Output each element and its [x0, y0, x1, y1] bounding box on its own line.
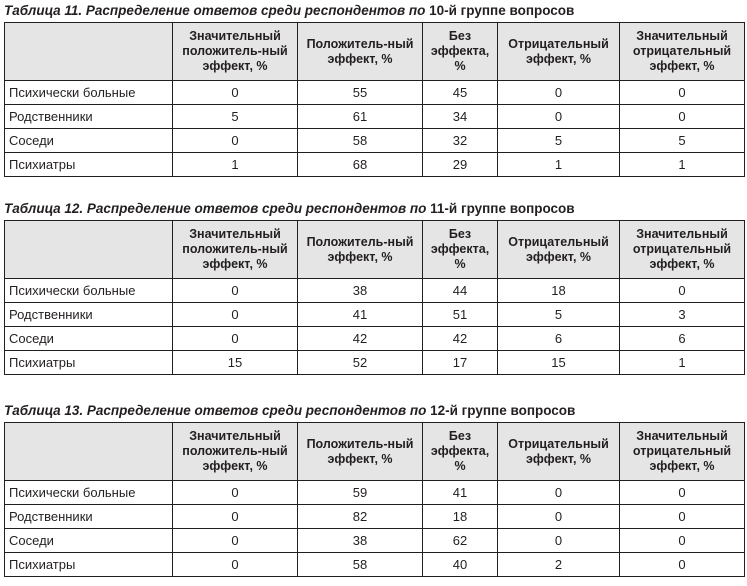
table-cell: 45 — [423, 81, 498, 105]
header-row — [5, 23, 745, 81]
table-cell: 42 — [298, 327, 423, 351]
header-cell-empty — [5, 221, 173, 279]
table-cell: 55 — [298, 81, 423, 105]
table-cell: 18 — [423, 505, 498, 529]
row-label: Соседи — [5, 129, 173, 153]
table-cell: 1 — [620, 153, 745, 177]
table-cell: 15 — [173, 351, 298, 375]
table-cell: 17 — [423, 351, 498, 375]
table-cell: 6 — [498, 327, 620, 351]
data-table — [4, 220, 745, 375]
table-cell: 0 — [620, 505, 745, 529]
table-block-11 — [4, 2, 744, 177]
table-cell: 0 — [498, 81, 620, 105]
table-cell: 0 — [173, 481, 298, 505]
table-caption-main: Таблица 13. Распределение ответов среди респондентов по — [4, 403, 427, 418]
table-cell: 0 — [173, 81, 298, 105]
table-cell: 0 — [620, 279, 745, 303]
table-row — [5, 553, 745, 577]
row-label: Психически больные — [5, 279, 173, 303]
table-cell: 38 — [298, 279, 423, 303]
table-block-13 — [4, 402, 744, 577]
row-label: Родственники — [5, 105, 173, 129]
column-header: Без эффекта, % — [423, 423, 498, 481]
table-cell: 5 — [498, 129, 620, 153]
table-caption-main: Таблица 11. Распределение ответов среди респондентов по — [4, 3, 426, 18]
table-cell: 5 — [173, 105, 298, 129]
table-cell: 44 — [423, 279, 498, 303]
table-row — [5, 153, 745, 177]
table-cell: 1 — [498, 153, 620, 177]
table-caption-group: 11-й группе вопросов — [426, 201, 575, 216]
table-cell: 2 — [498, 553, 620, 577]
table-cell: 0 — [620, 529, 745, 553]
table-cell: 29 — [423, 153, 498, 177]
table-cell: 6 — [620, 327, 745, 351]
table-cell: 0 — [173, 327, 298, 351]
table-cell: 0 — [173, 505, 298, 529]
header-row — [5, 423, 745, 481]
table-row — [5, 81, 745, 105]
column-header: Значительный положитель-ный эффект, % — [173, 221, 298, 279]
column-header: Без эффекта, % — [423, 221, 498, 279]
data-table — [4, 22, 745, 177]
table-caption-main: Таблица 12. Распределение ответов среди респондентов по — [4, 201, 427, 216]
table-cell: 15 — [498, 351, 620, 375]
column-header: Значительный положитель-ный эффект, % — [173, 423, 298, 481]
table-cell: 32 — [423, 129, 498, 153]
column-header: Без эффекта, % — [423, 23, 498, 81]
table-cell: 0 — [498, 105, 620, 129]
row-label: Родственники — [5, 303, 173, 327]
column-header: Положитель-ный эффект, % — [298, 423, 423, 481]
table-cell: 59 — [298, 481, 423, 505]
table-cell: 0 — [498, 505, 620, 529]
table-caption — [4, 402, 744, 422]
row-label: Психиатры — [5, 153, 173, 177]
table-cell: 1 — [173, 153, 298, 177]
table-cell: 0 — [173, 279, 298, 303]
table-row — [5, 129, 745, 153]
table-cell: 0 — [620, 105, 745, 129]
column-header: Положитель-ный эффект, % — [298, 23, 423, 81]
table-cell: 0 — [620, 553, 745, 577]
data-table — [4, 422, 745, 577]
table-cell: 58 — [298, 129, 423, 153]
table-cell: 34 — [423, 105, 498, 129]
header-cell-empty — [5, 23, 173, 81]
table-cell: 5 — [620, 129, 745, 153]
table-cell: 0 — [173, 303, 298, 327]
table-cell: 68 — [298, 153, 423, 177]
table-row — [5, 279, 745, 303]
column-header: Отрицательный эффект, % — [498, 23, 620, 81]
table-row — [5, 303, 745, 327]
table-row — [5, 505, 745, 529]
table-caption — [4, 200, 744, 220]
table-row — [5, 351, 745, 375]
table-cell: 5 — [498, 303, 620, 327]
row-label: Родственники — [5, 505, 173, 529]
table-cell: 38 — [298, 529, 423, 553]
table-cell: 18 — [498, 279, 620, 303]
row-label: Соседи — [5, 327, 173, 351]
table-cell: 41 — [423, 481, 498, 505]
row-label: Соседи — [5, 529, 173, 553]
table-cell: 0 — [620, 481, 745, 505]
row-label: Психически больные — [5, 481, 173, 505]
table-row — [5, 105, 745, 129]
table-cell: 0 — [498, 529, 620, 553]
column-header: Значительный положитель-ный эффект, % — [173, 23, 298, 81]
table-cell: 0 — [173, 553, 298, 577]
table-cell: 82 — [298, 505, 423, 529]
table-cell: 62 — [423, 529, 498, 553]
table-row — [5, 327, 745, 351]
column-header: Значительный отрицательный эффект, % — [620, 423, 745, 481]
table-caption-group: 10-й группе вопросов — [425, 3, 575, 18]
table-caption — [4, 2, 744, 22]
table-cell: 58 — [298, 553, 423, 577]
table-cell: 0 — [620, 81, 745, 105]
table-row — [5, 529, 745, 553]
table-cell: 0 — [173, 129, 298, 153]
table-cell: 52 — [298, 351, 423, 375]
table-cell: 42 — [423, 327, 498, 351]
table-cell: 0 — [173, 529, 298, 553]
column-header: Отрицательный эффект, % — [498, 423, 620, 481]
table-cell: 1 — [620, 351, 745, 375]
header-cell-empty — [5, 423, 173, 481]
table-row — [5, 481, 745, 505]
row-label: Психически больные — [5, 81, 173, 105]
table-cell: 41 — [298, 303, 423, 327]
header-row — [5, 221, 745, 279]
table-cell: 61 — [298, 105, 423, 129]
column-header: Отрицательный эффект, % — [498, 221, 620, 279]
table-cell: 40 — [423, 553, 498, 577]
column-header: Значительный отрицательный эффект, % — [620, 23, 745, 81]
row-label: Психиатры — [5, 351, 173, 375]
table-cell: 3 — [620, 303, 745, 327]
table-caption-group: 12-й группе вопросов — [426, 403, 576, 418]
row-label: Психиатры — [5, 553, 173, 577]
column-header: Положитель-ный эффект, % — [298, 221, 423, 279]
table-cell: 0 — [498, 481, 620, 505]
column-header: Значительный отрицательный эффект, % — [620, 221, 745, 279]
table-cell: 51 — [423, 303, 498, 327]
table-block-12 — [4, 200, 744, 375]
